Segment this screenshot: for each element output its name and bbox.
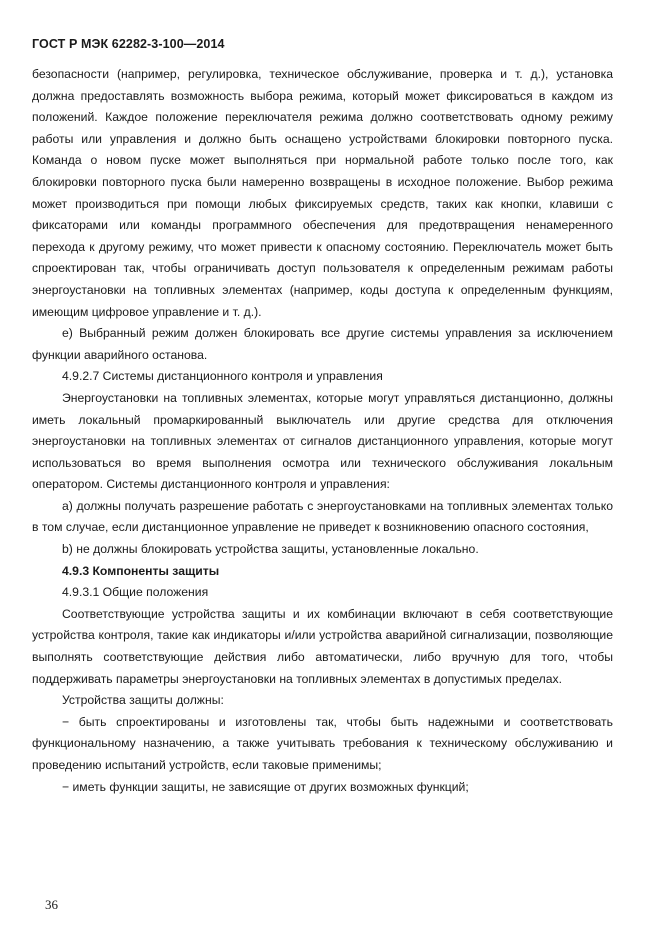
document-body <box>32 64 613 798</box>
list-item: b) не должны блокировать устройства защиты, установленные локально. <box>62 542 479 557</box>
paragraph: Соответствующие устройства защиты и их комбинации включают в себя соответствующие устройства контроля, такие как индикаторы и/или устройства аварийной сигнализации, позволяющие выполнять соответствующие действия либо автоматически, либо вручную для того, чтобы поддерживать параметры энергоустановки на топливных элементах в допустимых пределах. <box>32 606 613 686</box>
section-heading: 4.9.3 Компоненты защиты <box>62 563 220 578</box>
section-heading: 4.9.3.1 Общие положения <box>62 585 209 600</box>
paragraph: безопасности (например, регулировка, техническое обслуживание, проверка и т. д.), установка должна предоставлять возможность выбора режима, который может фиксироваться в каждом из положений. Каждое положение переключателя режима должно соответствовать одному режиму работы или управления и должно быть оснащено устройствами блокировки повторного пуска. Команда о новом пуске может выполняться при нормальной работе только после того, как блокировки повторного пуска были намеренно возвращены в исходное положение. Выбор режима может производиться при помощи любых фиксируемых средств, таких как кнопки, клавиши с фиксаторами или команды программного обеспечения для предотвращения ненамеренного перехода к другому режиму, что может привести к опасному состоянию. Переключатель может быть спроектирован так, чтобы ограничивать доступ пользователя к определенным режимам работы энергоустановки на топливных элементах (например, коды доступа к определенным функциям, имеющим цифровое управление и т. д.). <box>32 67 613 319</box>
document-header: ГОСТ Р МЭК 62282-3-100—2014 <box>32 37 225 51</box>
list-item: − быть спроектированы и изготовлены так, чтобы быть надежными и соответствовать функциональному назначению, а также учитывать требования к техническому обслуживанию и проведению испытаний устройств, если таковые применимы; <box>32 714 613 772</box>
section-heading: 4.9.2.7 Системы дистанционного контроля и управления <box>62 369 383 384</box>
paragraph: Устройства защиты должны: <box>62 693 224 708</box>
paragraph: Энергоустановки на топливных элементах, которые могут управляться дистанционно, должны иметь локальный промаркированный выключатель или другие средства для отключения энергоустановки на топливных элементах от сигналов дистанционного управления, которые могут использоваться во время выполнения осмотра или технического обслуживания локальным оператором. Системы дистанционного контроля и управления: <box>32 390 613 492</box>
list-item: е) Выбранный режим должен блокировать все другие системы управления за исключением функции аварийного останова. <box>32 326 613 362</box>
page-number: 36 <box>45 897 58 912</box>
list-item: a) должны получать разрешение работать с энергоустановками на топливных элементах только в том случае, если дистанционное управление не приведет к возникновению опасного состояния, <box>32 498 613 535</box>
list-item: − иметь функции защиты, не зависящие от других возможных функций; <box>62 779 469 794</box>
